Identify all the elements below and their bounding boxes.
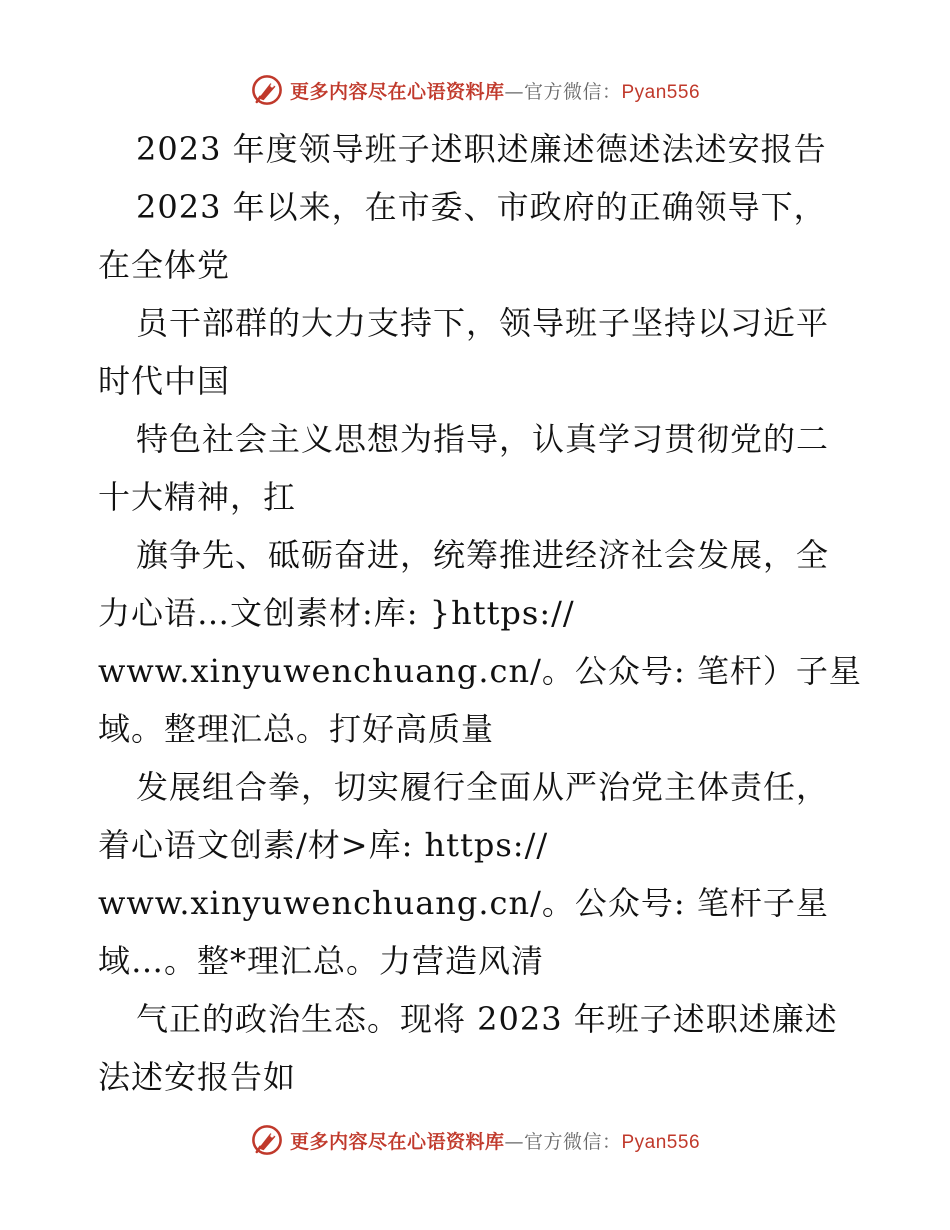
watermark-brand: 更多内容尽在心语资料库: [289, 80, 505, 103]
paragraph-line: 着心语文创素/材>库: https://: [98, 826, 549, 864]
paragraph-line: 2023 年以来，在市委、市政府的正确领导下，: [136, 188, 827, 226]
document-title: 2023 年度领导班子述职述廉述德述法述安报告: [136, 130, 827, 168]
watermark-brand: 更多内容尽在心语资料库: [289, 1130, 505, 1153]
paragraph-line: 时代中国: [98, 362, 231, 400]
header-watermark: [0, 68, 950, 112]
paragraph-line: 特色社会主义思想为指导，认真学习贯彻党的二: [136, 420, 830, 458]
footer-watermark-text: [290, 1127, 700, 1154]
pen-nib-logo-icon: [250, 1123, 284, 1157]
watermark-dash: —: [504, 80, 524, 103]
paragraph-line: 法述安报告如: [98, 1058, 297, 1096]
footer-watermark: [0, 1118, 950, 1162]
pen-nib-logo-icon: [250, 73, 284, 107]
watermark-dash: —: [504, 1130, 524, 1153]
paragraph-line: 气正的政治生态。现将 2023 年班子述职述廉述: [136, 1000, 838, 1038]
header-watermark-text: [290, 77, 700, 104]
watermark-official: 官方微信：: [523, 1130, 622, 1153]
paragraph-line: 发展组合拳，切实履行全面从严治党主体责任，: [136, 768, 830, 806]
watermark-wechat-id: Pyan556: [621, 1131, 701, 1153]
document-body: [98, 120, 862, 1106]
paragraph-line: www.xinyuwenchuang.cn/。公众号: 笔杆）子星: [98, 652, 862, 690]
paragraph-line: www.xinyuwenchuang.cn/。公众号: 笔杆子星: [98, 884, 829, 922]
paragraph-line: 域。整理汇总。打好高质量: [98, 710, 495, 748]
watermark-wechat-id: Pyan556: [621, 81, 701, 103]
paragraph-line: 员干部群的大力支持下，领导班子坚持以习近平: [136, 304, 830, 342]
paragraph-line: 域…。整*理汇总。力营造风清: [98, 942, 545, 980]
watermark-official: 官方微信：: [523, 80, 622, 103]
paragraph-line: 在全体党: [98, 246, 231, 284]
paragraph-line: 力心语…文创素材:库: }https://: [98, 594, 575, 632]
paragraph-line: 旗争先、砥砺奋进，统筹推进经济社会发展，全: [136, 536, 830, 574]
paragraph-line: 十大精神，扛: [98, 478, 297, 516]
